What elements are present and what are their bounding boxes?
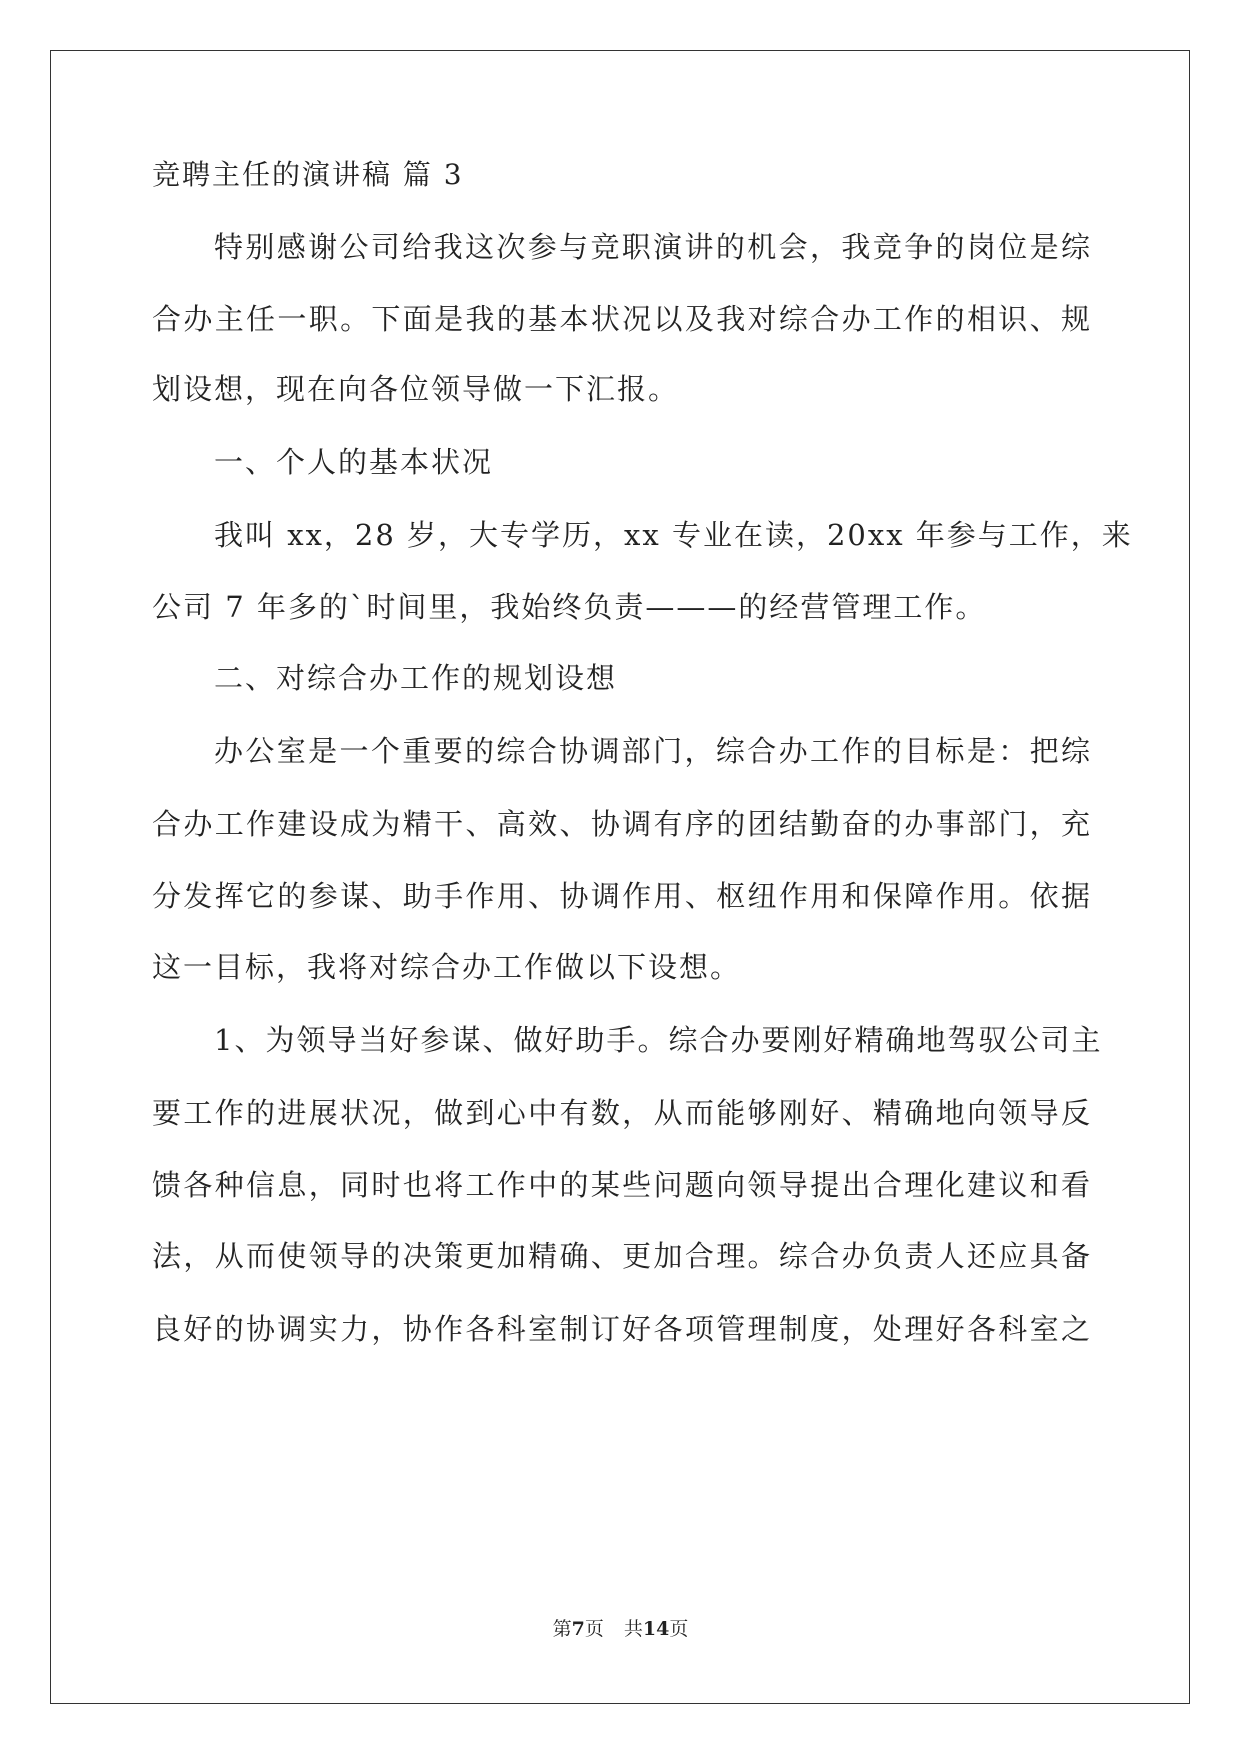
paragraph-line: 公司 7 年多的`时间里，我始终负责———的经营管理工作。 [152, 590, 987, 624]
page-unit: 页 [584, 1618, 604, 1640]
page-prefix: 第 [552, 1618, 572, 1640]
paragraph-line: 我叫 xx，28 岁，大专学历，xx 专业在读，20xx 年参与工作，来 [214, 518, 1133, 552]
page-footer [0, 1617, 1241, 1641]
paragraph-line: 划设想，现在向各位领导做一下汇报。 [152, 372, 680, 406]
paragraph-line: 这一目标，我将对综合办工作做以下设想。 [152, 950, 742, 984]
page-current: 7 [571, 1618, 585, 1640]
paragraph-line: 办公室是一个重要的综合协调部门，综合办工作的目标是：把综 [214, 734, 1092, 768]
document-title: 竞聘主任的演讲稿 篇 3 [152, 158, 464, 191]
paragraph-line: 良好的协调实力，协作各科室制订好各项管理制度，处理好各科室之 [152, 1312, 1092, 1346]
paragraph-line: 合办主任一职。下面是我的基本状况以及我对综合办工作的相识、规 [152, 302, 1092, 336]
paragraph-line: 1、为领导当好参谋、做好助手。综合办要刚好精确地驾驭公司主 [214, 1023, 1103, 1057]
total-prefix: 共 [623, 1618, 643, 1640]
paragraph-line: 特别感谢公司给我这次参与竞职演讲的机会，我竞争的岗位是综 [214, 230, 1092, 264]
total-unit: 页 [669, 1618, 689, 1640]
paragraph-line: 分发挥它的参谋、助手作用、协调作用、枢纽作用和保障作用。依据 [152, 879, 1092, 913]
paragraph-line: 法，从而使领导的决策更加精确、更加合理。综合办负责人还应具备 [152, 1239, 1092, 1273]
section-heading: 二、对综合办工作的规划设想 [214, 661, 618, 695]
page-total: 14 [642, 1618, 670, 1640]
paragraph-line: 合办工作建设成为精干、高效、协调有序的团结勤奋的办事部门，充 [152, 807, 1092, 841]
section-heading: 一、个人的基本状况 [214, 445, 494, 479]
paragraph-line: 要工作的进展状况，做到心中有数，从而能够刚好、精确地向领导反 [152, 1096, 1092, 1130]
paragraph-line: 馈各种信息，同时也将工作中的某些问题向领导提出合理化建议和看 [152, 1168, 1092, 1202]
